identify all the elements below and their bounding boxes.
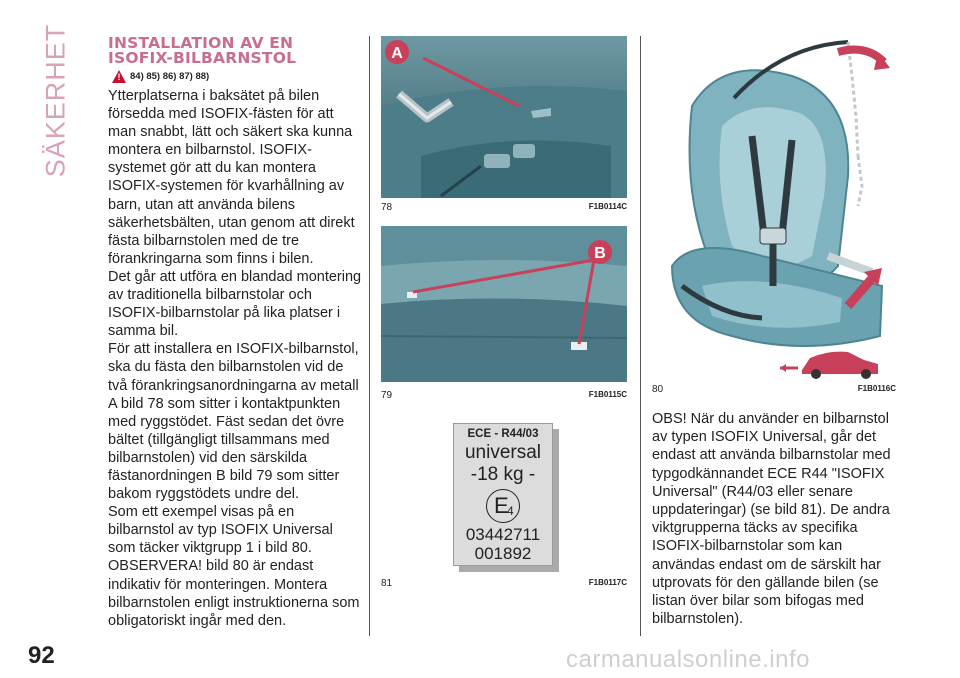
section-heading: INSTALLATION AV EN ISOFIX-BILBARNSTOL <box>108 34 297 67</box>
figure-number: 80 <box>652 384 664 395</box>
figure-80 <box>652 36 896 398</box>
paragraph-observera: OBSERVERA! bild 80 är endast indikativ för monteringen. Montera bilbarnstolen enligt instruktionerna som obligatoriskt ingår med den. <box>108 558 360 629</box>
page-number: 92 <box>28 642 55 669</box>
isofix-anchor-photo <box>381 36 627 198</box>
figure-caption <box>381 578 627 589</box>
figure-78 <box>381 36 627 214</box>
figure-number: 79 <box>381 390 393 401</box>
approval-mark-icon: E 4 <box>486 489 520 523</box>
callout-a-label: A <box>391 45 403 62</box>
child-seat-illustration <box>652 36 896 382</box>
figure-code: F1B0117C <box>588 578 627 587</box>
paragraph: Det går att utföra en blandad montering av traditionella bilbarnstolar och ISOFIX-bilbarnstolar på lika platser i samma bil. <box>108 268 362 340</box>
body-text <box>652 410 908 628</box>
approval-category: universal <box>464 442 542 463</box>
paragraph: Som ett exempel visas på en bilbarnstol av typ ISOFIX Universal som täcker viktgrupp 1 i bild 80. <box>108 504 333 557</box>
section-side-label: SÄKERHET <box>40 23 71 177</box>
approval-number: 03442711 <box>465 525 541 544</box>
figure-caption <box>381 202 627 213</box>
approval-number: 001892 <box>474 544 532 563</box>
ece-approval-label <box>453 423 553 566</box>
figure-79 <box>381 226 627 406</box>
paragraph: OBS! När du använder en bilbarnstol av typen ISOFIX Universal, går det endast att använda bilbarnstolar med typgodkännandet ECE R44 "ISOFIX Universal" (R44/03 eller senare uppdateringar) (se bild 81). De andra viktgrupperna täcks av specifika ISOFIX-bilbarnstolar som kan användas endast om de särskilt har utprovats för den gällande bilen (se listan över bilar som bifogas med bilbarnstolen). <box>652 411 891 628</box>
paragraph: För att installera en ISOFIX-bilbarnstol, ska du fästa den bilbarnstolen vid de två förankringsanordningarna av metall A bild 78 som sitter i kontaktpunkten med ryggstödet. Fäst sedan det övre bältet (tillgängligt tillsammans med bilbarnstolen) vid den särskilda fästanordningen B bild 79 som sitter bakom ryggstödets undre del. <box>108 341 359 503</box>
right-text-column <box>652 410 908 628</box>
callout-b-label: B <box>594 245 606 262</box>
warning-triangle-icon <box>112 70 126 83</box>
figure-caption <box>381 390 627 401</box>
tether-anchor-photo <box>381 226 627 382</box>
figure-caption <box>652 384 896 395</box>
watermark: carmanualsonline.info <box>566 646 810 673</box>
warning-references: ! 84) 85) 86) 87) 88) <box>112 70 364 83</box>
left-text-column <box>108 36 364 630</box>
body-text <box>108 87 364 630</box>
approval-weight: -18 kg - <box>470 464 536 485</box>
figure-number: 81 <box>381 578 393 589</box>
column-divider <box>640 36 641 636</box>
figure-code: F1B0116C <box>857 384 896 393</box>
figure-number: 78 <box>381 202 393 213</box>
paragraph: Ytterplatserna i baksätet på bilen försedda med ISOFIX-fästen för att man snabbt, lätt och säkert ska kunna montera en bilbarnstol. ISOFIX-systemet gör att du kan montera ISOFIX-systemen för kvarhållning av barn, utan att använda bilens säkerhetsbälten, utan genom att direkt fästa bilbarnstolen med de tre förankringarna som finns i bilen. <box>108 88 355 267</box>
approval-standard: ECE - R44/03 <box>467 428 539 440</box>
figure-code: F1B0115C <box>588 390 627 399</box>
column-divider <box>369 36 370 636</box>
figure-code: F1B0114C <box>588 202 627 211</box>
